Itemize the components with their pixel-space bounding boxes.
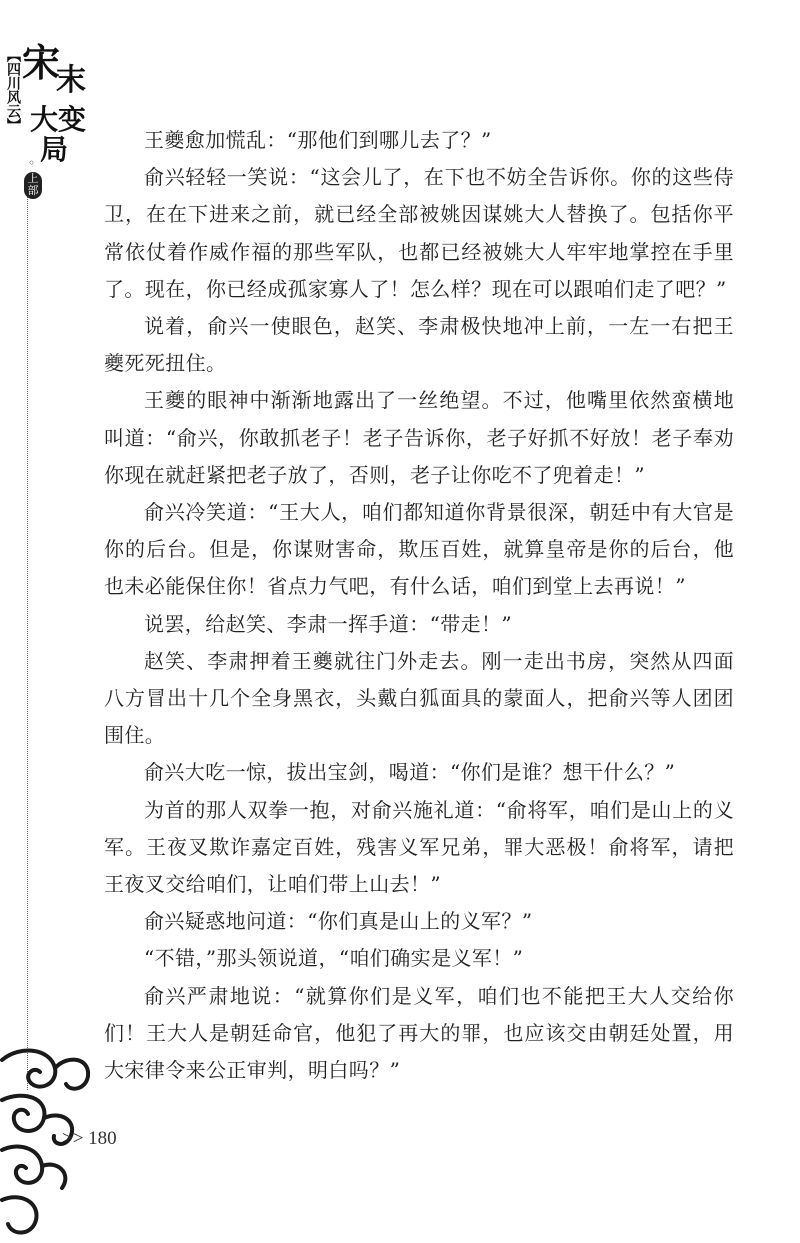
- book-title-char-2: 末: [56, 63, 86, 98]
- book-title-char-1: 宋: [22, 40, 61, 85]
- paragraph: 王夔愈加慌乱：“那他们到哪儿去了？”: [144, 128, 492, 152]
- paragraph: 说着，俞兴一使眼色，赵笑、李肃极快地冲上前，一左一右把王夔死死扭住。: [104, 314, 734, 376]
- paragraph: 王夔的眼神中渐渐地露出了一丝绝望。不过，他嘴里依然蛮横地叫道：“俞兴，你敢抓老子！老子告诉你，老子好抓不好放！老子奉劝你现在就赶紧把老子放了，否则，老子让你吃不了兜着走！”: [104, 388, 734, 487]
- book-title-char-3: 大变: [30, 103, 87, 136]
- paragraph: 为首的那人双拳一抱，对俞兴施礼道：“俞将军，咱们是山上的义军。王夜叉欺诈嘉定百姓，残害义军兄弟，罪大恶极！俞将军，请把王夜叉交给咱们，让咱们带上山去！”: [104, 797, 734, 897]
- series-tag: 【四川风云】: [5, 48, 21, 132]
- paragraph: “不错，”那头领说道，“咱们确实是义军！”: [144, 946, 524, 971]
- book-title-char-4: 局: [40, 133, 69, 166]
- page-number: >> 180: [62, 1128, 117, 1149]
- paragraph: 俞兴严肃地说：“就算你们是义军，咱们也不能把王大人交给你们！王大人是朝廷命官，他犯了再大的罪，也应该交由朝廷处置，用大宋律令来公正审判，明白吗？”: [104, 983, 734, 1083]
- paragraph: 俞兴大吃一惊，拔出宝剑，喝道：“你们是谁？想干什么？”: [144, 760, 676, 785]
- margin-dotted-rule: [27, 190, 28, 1090]
- paragraph: 俞兴冷笑道：“王大人，咱们都知道你背景很深，朝廷中有大官是你的后台。但是，你谋财害命，欺压百姓，就算皇帝是你的后台，他也未必能保住你！省点力气吧，有什么话，咱们到堂上去再说！”: [104, 500, 734, 599]
- body-text: [104, 122, 734, 1089]
- book-title-logo: [22, 40, 92, 197]
- paragraph: 赵笑、李肃押着王夔就往门外走去。刚一走出书房，突然从四面八方冒出十几个全身黑衣，头戴白狐面具的蒙面人，把俞兴等人团团围住。: [104, 648, 734, 748]
- volume-badge: 上部: [24, 172, 42, 199]
- paragraph: 俞兴疑惑地问道：“你们真是山上的义军？”: [144, 909, 533, 934]
- paragraph: 俞兴轻轻一笑说：“这会儿了，在下也不妨全告诉你。你的这些侍卫，在在下进来之前，就已经全部被姚因谋姚大人替换了。包括你平常依仗着作威作福的那些军队，也都已经被姚大人牢牢地掌控在手里了。现在，你已经成孤家寡人了！怎么样？现在可以跟咱们走了吧？”: [104, 165, 734, 301]
- title-dot: ◦: [28, 156, 36, 170]
- paragraph: 说罢，给赵笑、李肃一挥手道：“带走！”: [144, 611, 513, 636]
